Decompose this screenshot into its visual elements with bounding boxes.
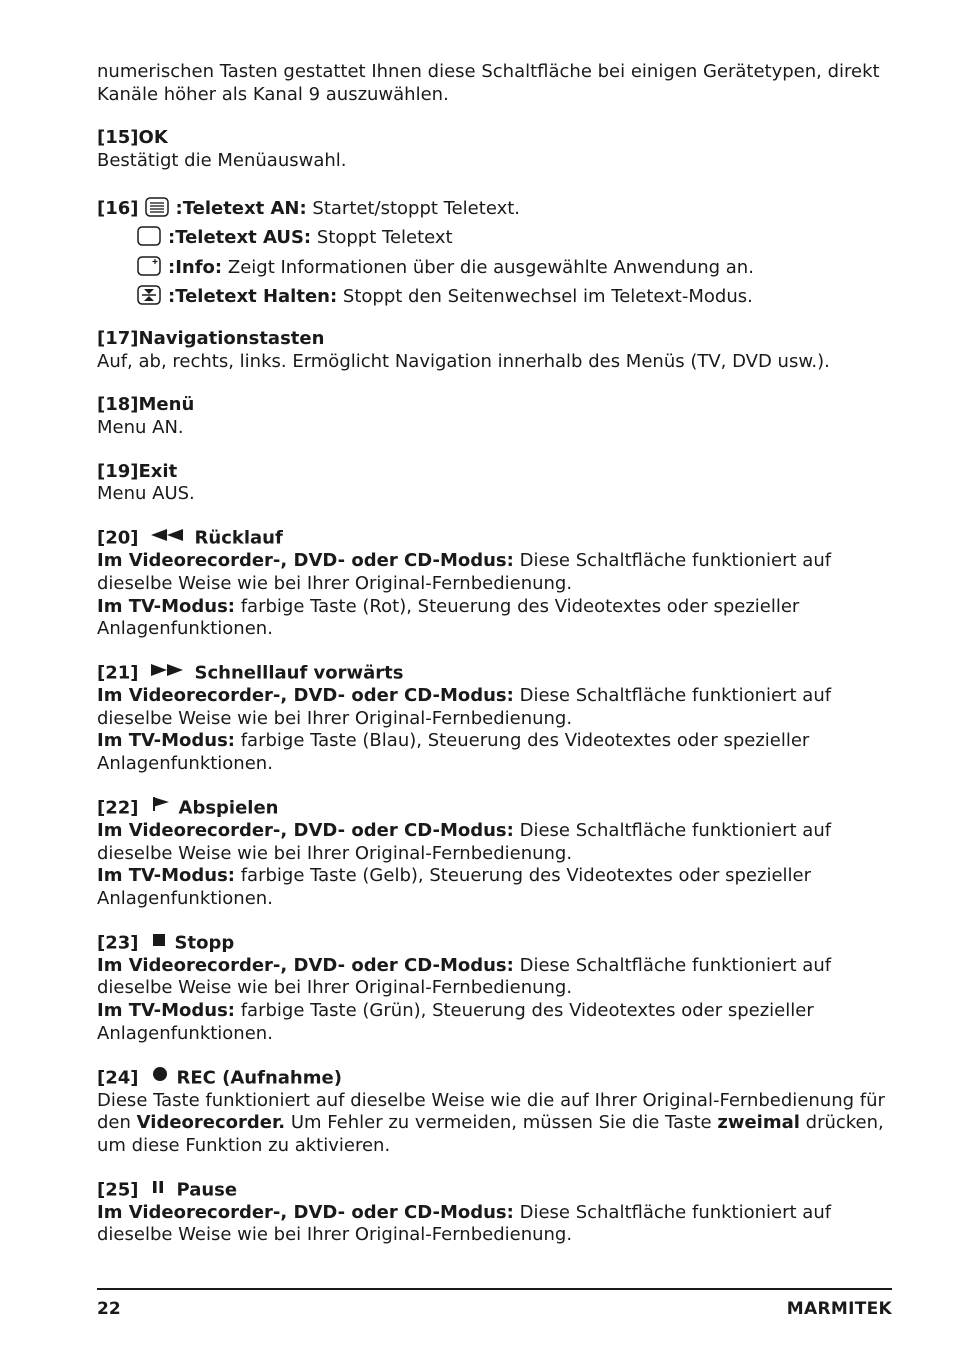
section-23-text: [97, 955, 897, 1046]
section-24-title: REC (Aufnahme): [176, 1066, 342, 1088]
info-icon: [137, 256, 161, 276]
section-24-heading: [97, 1067, 897, 1090]
section-20-vcr-label: Im Videorecorder-, DVD- oder CD-Modus:: [97, 550, 514, 572]
info-text: Zeigt Informationen über die ausgewählte Anwendung an.: [227, 256, 754, 278]
section-24-text: [97, 1090, 897, 1158]
section-21-vcr-label: Im Videorecorder-, DVD- oder CD-Modus:: [97, 684, 514, 706]
section-19-heading: [97, 461, 897, 484]
section-25-number: [25]: [97, 1179, 139, 1201]
rewind-icon: [151, 525, 185, 548]
section-22-vcr-label: Im Videorecorder-, DVD- oder CD-Modus:: [97, 819, 514, 841]
brand-name: MARMITEK: [786, 1299, 892, 1319]
info-label: Info:: [175, 256, 223, 278]
teletext-hold-label: Teletext Halten:: [175, 286, 338, 308]
section-22-tv-text: farbige Taste (Gelb), Steuerung des Videotextes oder spezieller Anlagenfunktionen.: [97, 865, 811, 909]
teletext-off-text: Stoppt Teletext: [316, 227, 453, 249]
section-15: [97, 127, 897, 172]
section-15-title: OK: [138, 127, 168, 149]
section-19-title: Exit: [138, 460, 178, 482]
section-18: [97, 394, 897, 439]
teletext-on-label: Teletext AN:: [182, 197, 307, 219]
section-23: [97, 932, 897, 1046]
section-21-title: Schnelllauf vorwärts: [194, 662, 404, 684]
section-24-text-3: drücken, um diese Funktion zu aktivieren.: [97, 1112, 884, 1156]
section-20: [97, 527, 897, 641]
section-21-vcr-text: Diese Schaltfläche funktioniert auf dieselbe Weise wie bei Ihrer Original-Fernbedienung.: [97, 684, 832, 729]
section-17-text: Auf, ab, rechts, links. Ermöglicht Navigation innerhalb des Menüs (TV, DVD usw.).: [97, 350, 830, 372]
section-20-tv-text: farbige Taste (Rot), Steuerung des Videotextes oder spezieller Anlagenfunktionen.: [97, 595, 800, 640]
play-icon: [153, 795, 169, 818]
teletext-off-label: Teletext AUS:: [175, 227, 312, 249]
section-25-vcr-text: Diese Schaltfläche funktioniert auf dieselbe Weise wie bei Ihrer Original-Fernbedienung.: [97, 1201, 832, 1246]
section-22-heading: [97, 797, 897, 820]
teletext-hold-icon: [137, 285, 161, 305]
stop-icon: [153, 930, 165, 953]
section-24-text-1: Diese Taste funktioniert auf dieselbe Weise wie die auf Ihrer Original-Fernbedienung für den: [97, 1089, 885, 1134]
section-20-vcr-text: Diese Schaltfläche funktioniert auf dieselbe Weise wie bei Ihrer Original-Fernbedienung.: [97, 550, 832, 594]
section-22-text: [97, 820, 897, 911]
teletext-hold-text: Stoppt den Seitenwechsel im Teletext-Modus.: [342, 286, 753, 308]
section-17: [97, 328, 897, 373]
page-content: [97, 61, 897, 1268]
section-23-vcr-label: Im Videorecorder-, DVD- oder CD-Modus:: [97, 954, 514, 976]
section-21: [97, 662, 897, 776]
section-23-title: Stopp: [174, 932, 235, 954]
section-21-tv-text: farbige Taste (Blau), Steuerung des Videotextes oder spezieller Anlagenfunktionen.: [97, 730, 810, 775]
section-15-number: [15]: [97, 127, 139, 149]
section-18-text: Menu AN.: [97, 416, 184, 438]
teletext-row-info: :Info: Zeigt Informationen über die ausgewählte Anwendung an.: [97, 253, 897, 283]
section-17-title: Navigationstasten: [138, 327, 325, 349]
section-25-text: [97, 1202, 897, 1247]
pause-icon: [153, 1177, 163, 1200]
teletext-row-hold: :Teletext Halten: Stoppt den Seitenwechsel im Teletext-Modus.: [97, 282, 897, 312]
teletext-on-icon: [145, 197, 169, 217]
section-20-tv-label: Im TV-Modus:: [97, 595, 235, 617]
section-18-heading: [97, 394, 897, 417]
section-23-tv-text: farbige Taste (Grün), Steuerung des Videotextes oder spezieller Anlagenfunktionen.: [97, 1000, 814, 1044]
section-25: [97, 1179, 897, 1247]
section-22-number: [22]: [97, 797, 139, 819]
section-20-number: [20]: [97, 527, 139, 549]
section-19-number: [19]: [97, 460, 139, 482]
section-25-heading: [97, 1179, 897, 1202]
section-18-title: Menü: [138, 394, 195, 416]
section-15-text: Bestätigt die Menüauswahl.: [97, 150, 347, 172]
section-23-tv-label: Im TV-Modus:: [97, 1000, 235, 1022]
section-21-text: [97, 685, 897, 776]
intro-paragraph: numerischen Tasten gestattet Ihnen diese Schaltfläche bei einigen Gerätetypen, direkt Kanäle höher als Kanal 9 auszuwählen.: [97, 61, 880, 105]
section-22-tv-label: Im TV-Modus:: [97, 865, 235, 887]
section-20-text: [97, 550, 897, 641]
teletext-on-text: Startet/stoppt Teletext.: [312, 197, 521, 219]
section-19-text: Menu AUS.: [97, 483, 195, 505]
footer-divider: [97, 1288, 892, 1290]
teletext-row-on: [16] :Teletext AN: Startet/stoppt Teletext.: [97, 197, 521, 219]
page-number: 22: [97, 1299, 121, 1319]
section-21-number: [21]: [97, 662, 139, 684]
section-23-heading: [97, 932, 897, 955]
section-24-text-2: Um Fehler zu vermeiden, müssen Sie die Taste: [290, 1112, 712, 1134]
section-16: [97, 194, 897, 312]
section-23-number: [23]: [97, 932, 139, 954]
fast-forward-icon: [151, 660, 185, 683]
section-24-bold-2: zweimal: [717, 1112, 800, 1134]
section-17-number: [17]: [97, 327, 139, 349]
section-21-heading: [97, 662, 897, 685]
teletext-row-off: :Teletext AUS: Stoppt Teletext: [97, 223, 897, 253]
section-24-number: [24]: [97, 1066, 139, 1088]
record-icon: [153, 1065, 167, 1088]
section-21-tv-label: Im TV-Modus:: [97, 730, 235, 752]
section-19: [97, 461, 897, 506]
section-16-number: [16]: [97, 197, 139, 219]
section-25-title: Pause: [176, 1179, 238, 1201]
section-15-heading: [97, 127, 897, 150]
section-20-title: Rücklauf: [194, 527, 283, 549]
section-22-vcr-text: Diese Schaltfläche funktioniert auf dieselbe Weise wie bei Ihrer Original-Fernbedienung.: [97, 819, 832, 864]
section-20-heading: [97, 527, 897, 550]
teletext-off-icon: [137, 226, 161, 246]
section-25-vcr-label: Im Videorecorder-, DVD- oder CD-Modus:: [97, 1201, 514, 1223]
section-23-vcr-text: Diese Schaltfläche funktioniert auf dieselbe Weise wie bei Ihrer Original-Fernbedienung.: [97, 954, 832, 999]
section-24: [97, 1067, 897, 1158]
section-17-heading: [97, 328, 897, 351]
section-22: [97, 797, 897, 911]
section-18-number: [18]: [97, 394, 139, 416]
section-22-title: Abspielen: [178, 797, 279, 819]
section-24-bold-1: Videorecorder.: [136, 1112, 286, 1134]
